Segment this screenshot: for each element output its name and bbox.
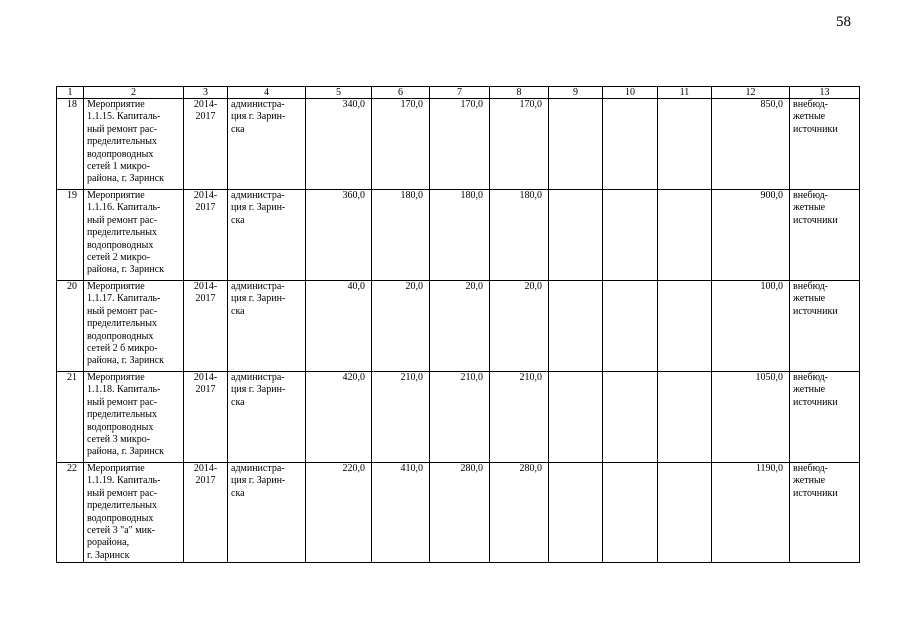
row-index	[57, 463, 84, 563]
table-row	[57, 99, 860, 190]
funding-source	[790, 190, 860, 281]
column-header: 13	[790, 87, 860, 99]
value-col-10	[603, 463, 658, 563]
total-value	[712, 190, 790, 281]
column-header: 1	[57, 87, 84, 99]
executor-text: администра- ция г. Зарин- ска	[231, 99, 286, 135]
table-row	[57, 372, 860, 463]
value-col-11	[658, 190, 712, 281]
column-header: 6	[372, 87, 430, 99]
value-col-5	[306, 463, 372, 563]
executor	[228, 463, 306, 563]
total-value	[712, 281, 790, 372]
value-col-6	[372, 372, 430, 463]
total-value-text: 1050,0	[755, 372, 783, 383]
value-col-5	[306, 281, 372, 372]
funding-source	[790, 372, 860, 463]
value-col-6	[372, 190, 430, 281]
value-col-8-text: 210,0	[519, 372, 542, 383]
value-col-7-text: 180,0	[460, 190, 483, 201]
value-col-10	[603, 281, 658, 372]
total-value-text: 1190,0	[755, 463, 783, 474]
event-name-text: Мероприятие 1.1.17. Капиталь- ный ремонт рас- пределительных водопроводных сетей 2 б микро- района, г. Заринск	[87, 281, 165, 367]
total-value-text: 100,0	[760, 281, 783, 292]
events-table	[56, 86, 860, 563]
event-name-text: Мероприятие 1.1.16. Капиталь- ный ремонт рас- пределительных водопроводных сетей 2 микро- района, г. Заринск	[87, 190, 165, 276]
column-header: 3	[184, 87, 228, 99]
executor-text: администра- ция г. Зарин- ска	[231, 463, 286, 499]
value-col-8	[490, 463, 549, 563]
period	[184, 372, 228, 463]
total-value	[712, 99, 790, 190]
value-col-9	[549, 190, 603, 281]
value-col-7	[430, 372, 490, 463]
event-name	[84, 281, 184, 372]
value-col-11	[658, 372, 712, 463]
value-col-8	[490, 372, 549, 463]
value-col-6-text: 210,0	[400, 372, 423, 383]
value-col-7	[430, 190, 490, 281]
event-name	[84, 372, 184, 463]
period-text: 2014- 2017	[193, 372, 218, 396]
value-col-6	[372, 99, 430, 190]
header-row	[57, 87, 860, 99]
funding-source-text: внебюд- жетные источники	[793, 190, 838, 226]
period	[184, 463, 228, 563]
value-col-8	[490, 190, 549, 281]
total-value-text: 900,0	[760, 190, 783, 201]
value-col-6-text: 180,0	[400, 190, 423, 201]
column-header: 4	[228, 87, 306, 99]
value-col-7	[430, 281, 490, 372]
value-col-7-text: 210,0	[460, 372, 483, 383]
row-index-text: 20	[67, 281, 77, 292]
value-col-6	[372, 463, 430, 563]
value-col-10	[603, 99, 658, 190]
event-name-text: Мероприятие 1.1.19. Капиталь- ный ремонт рас- пределительных водопроводных сетей 3 "а" мик- рорайона, г. Заринск	[87, 463, 161, 561]
value-col-7	[430, 99, 490, 190]
value-col-5-text: 220,0	[342, 463, 365, 474]
value-col-5-text: 340,0	[342, 99, 365, 110]
period	[184, 281, 228, 372]
value-col-8-text: 20,0	[524, 281, 542, 292]
total-value	[712, 372, 790, 463]
period	[184, 190, 228, 281]
value-col-7	[430, 463, 490, 563]
row-index	[57, 99, 84, 190]
row-index-text: 21	[67, 372, 77, 383]
executor	[228, 372, 306, 463]
total-value-text: 850,0	[760, 99, 783, 110]
value-col-6-text: 170,0	[400, 99, 423, 110]
period-text: 2014- 2017	[193, 463, 218, 487]
event-name-text: Мероприятие 1.1.15. Капиталь- ный ремонт рас- пределительных водопроводных сетей 1 микро- района, г. Заринск	[87, 99, 165, 185]
table-row	[57, 281, 860, 372]
event-name	[84, 463, 184, 563]
value-col-5-text: 360,0	[342, 190, 365, 201]
page-number: 58	[836, 14, 851, 30]
value-col-5	[306, 372, 372, 463]
value-col-5-text: 420,0	[342, 372, 365, 383]
executor	[228, 281, 306, 372]
column-header: 11	[658, 87, 712, 99]
value-col-10	[603, 190, 658, 281]
value-col-9	[549, 372, 603, 463]
funding-source-text: внебюд- жетные источники	[793, 281, 838, 317]
row-index-text: 22	[67, 463, 77, 474]
column-header: 12	[712, 87, 790, 99]
table-row	[57, 463, 860, 563]
executor-text: администра- ция г. Зарин- ска	[231, 190, 286, 226]
value-col-5-text: 40,0	[347, 281, 365, 292]
value-col-5	[306, 190, 372, 281]
period-text: 2014- 2017	[193, 190, 218, 214]
value-col-8-text: 170,0	[519, 99, 542, 110]
executor	[228, 190, 306, 281]
value-col-11	[658, 281, 712, 372]
executor	[228, 99, 306, 190]
funding-source-text: внебюд- жетные источники	[793, 372, 838, 408]
executor-text: администра- ция г. Зарин- ска	[231, 372, 286, 408]
value-col-9	[549, 281, 603, 372]
value-col-7-text: 280,0	[460, 463, 483, 474]
row-index-text: 18	[67, 99, 77, 110]
period	[184, 99, 228, 190]
funding-source	[790, 281, 860, 372]
value-col-8-text: 280,0	[519, 463, 542, 474]
executor-text: администра- ция г. Зарин- ска	[231, 281, 286, 317]
total-value	[712, 463, 790, 563]
funding-source-text: внебюд- жетные источники	[793, 463, 838, 499]
event-name-text: Мероприятие 1.1.18. Капиталь- ный ремонт рас- пределительных водопроводных сетей 3 микро- района, г. Заринск	[87, 372, 165, 458]
event-name	[84, 99, 184, 190]
event-name	[84, 190, 184, 281]
value-col-8	[490, 281, 549, 372]
value-col-6	[372, 281, 430, 372]
row-index	[57, 190, 84, 281]
value-col-6-text: 20,0	[405, 281, 423, 292]
period-text: 2014- 2017	[193, 281, 218, 305]
value-col-7-text: 20,0	[465, 281, 483, 292]
period-text: 2014- 2017	[193, 99, 218, 123]
value-col-10	[603, 372, 658, 463]
value-col-5	[306, 99, 372, 190]
column-header: 9	[549, 87, 603, 99]
value-col-9	[549, 463, 603, 563]
column-header: 5	[306, 87, 372, 99]
funding-source	[790, 463, 860, 563]
row-index	[57, 281, 84, 372]
funding-source-text: внебюд- жетные источники	[793, 99, 838, 135]
row-index-text: 19	[67, 190, 77, 201]
column-header: 7	[430, 87, 490, 99]
table-row	[57, 190, 860, 281]
value-col-11	[658, 463, 712, 563]
column-header: 10	[603, 87, 658, 99]
row-index	[57, 372, 84, 463]
value-col-8-text: 180,0	[519, 190, 542, 201]
value-col-9	[549, 99, 603, 190]
value-col-7-text: 170,0	[460, 99, 483, 110]
column-header: 2	[84, 87, 184, 99]
funding-source	[790, 99, 860, 190]
column-header: 8	[490, 87, 549, 99]
value-col-6-text: 410,0	[400, 463, 423, 474]
value-col-11	[658, 99, 712, 190]
value-col-8	[490, 99, 549, 190]
